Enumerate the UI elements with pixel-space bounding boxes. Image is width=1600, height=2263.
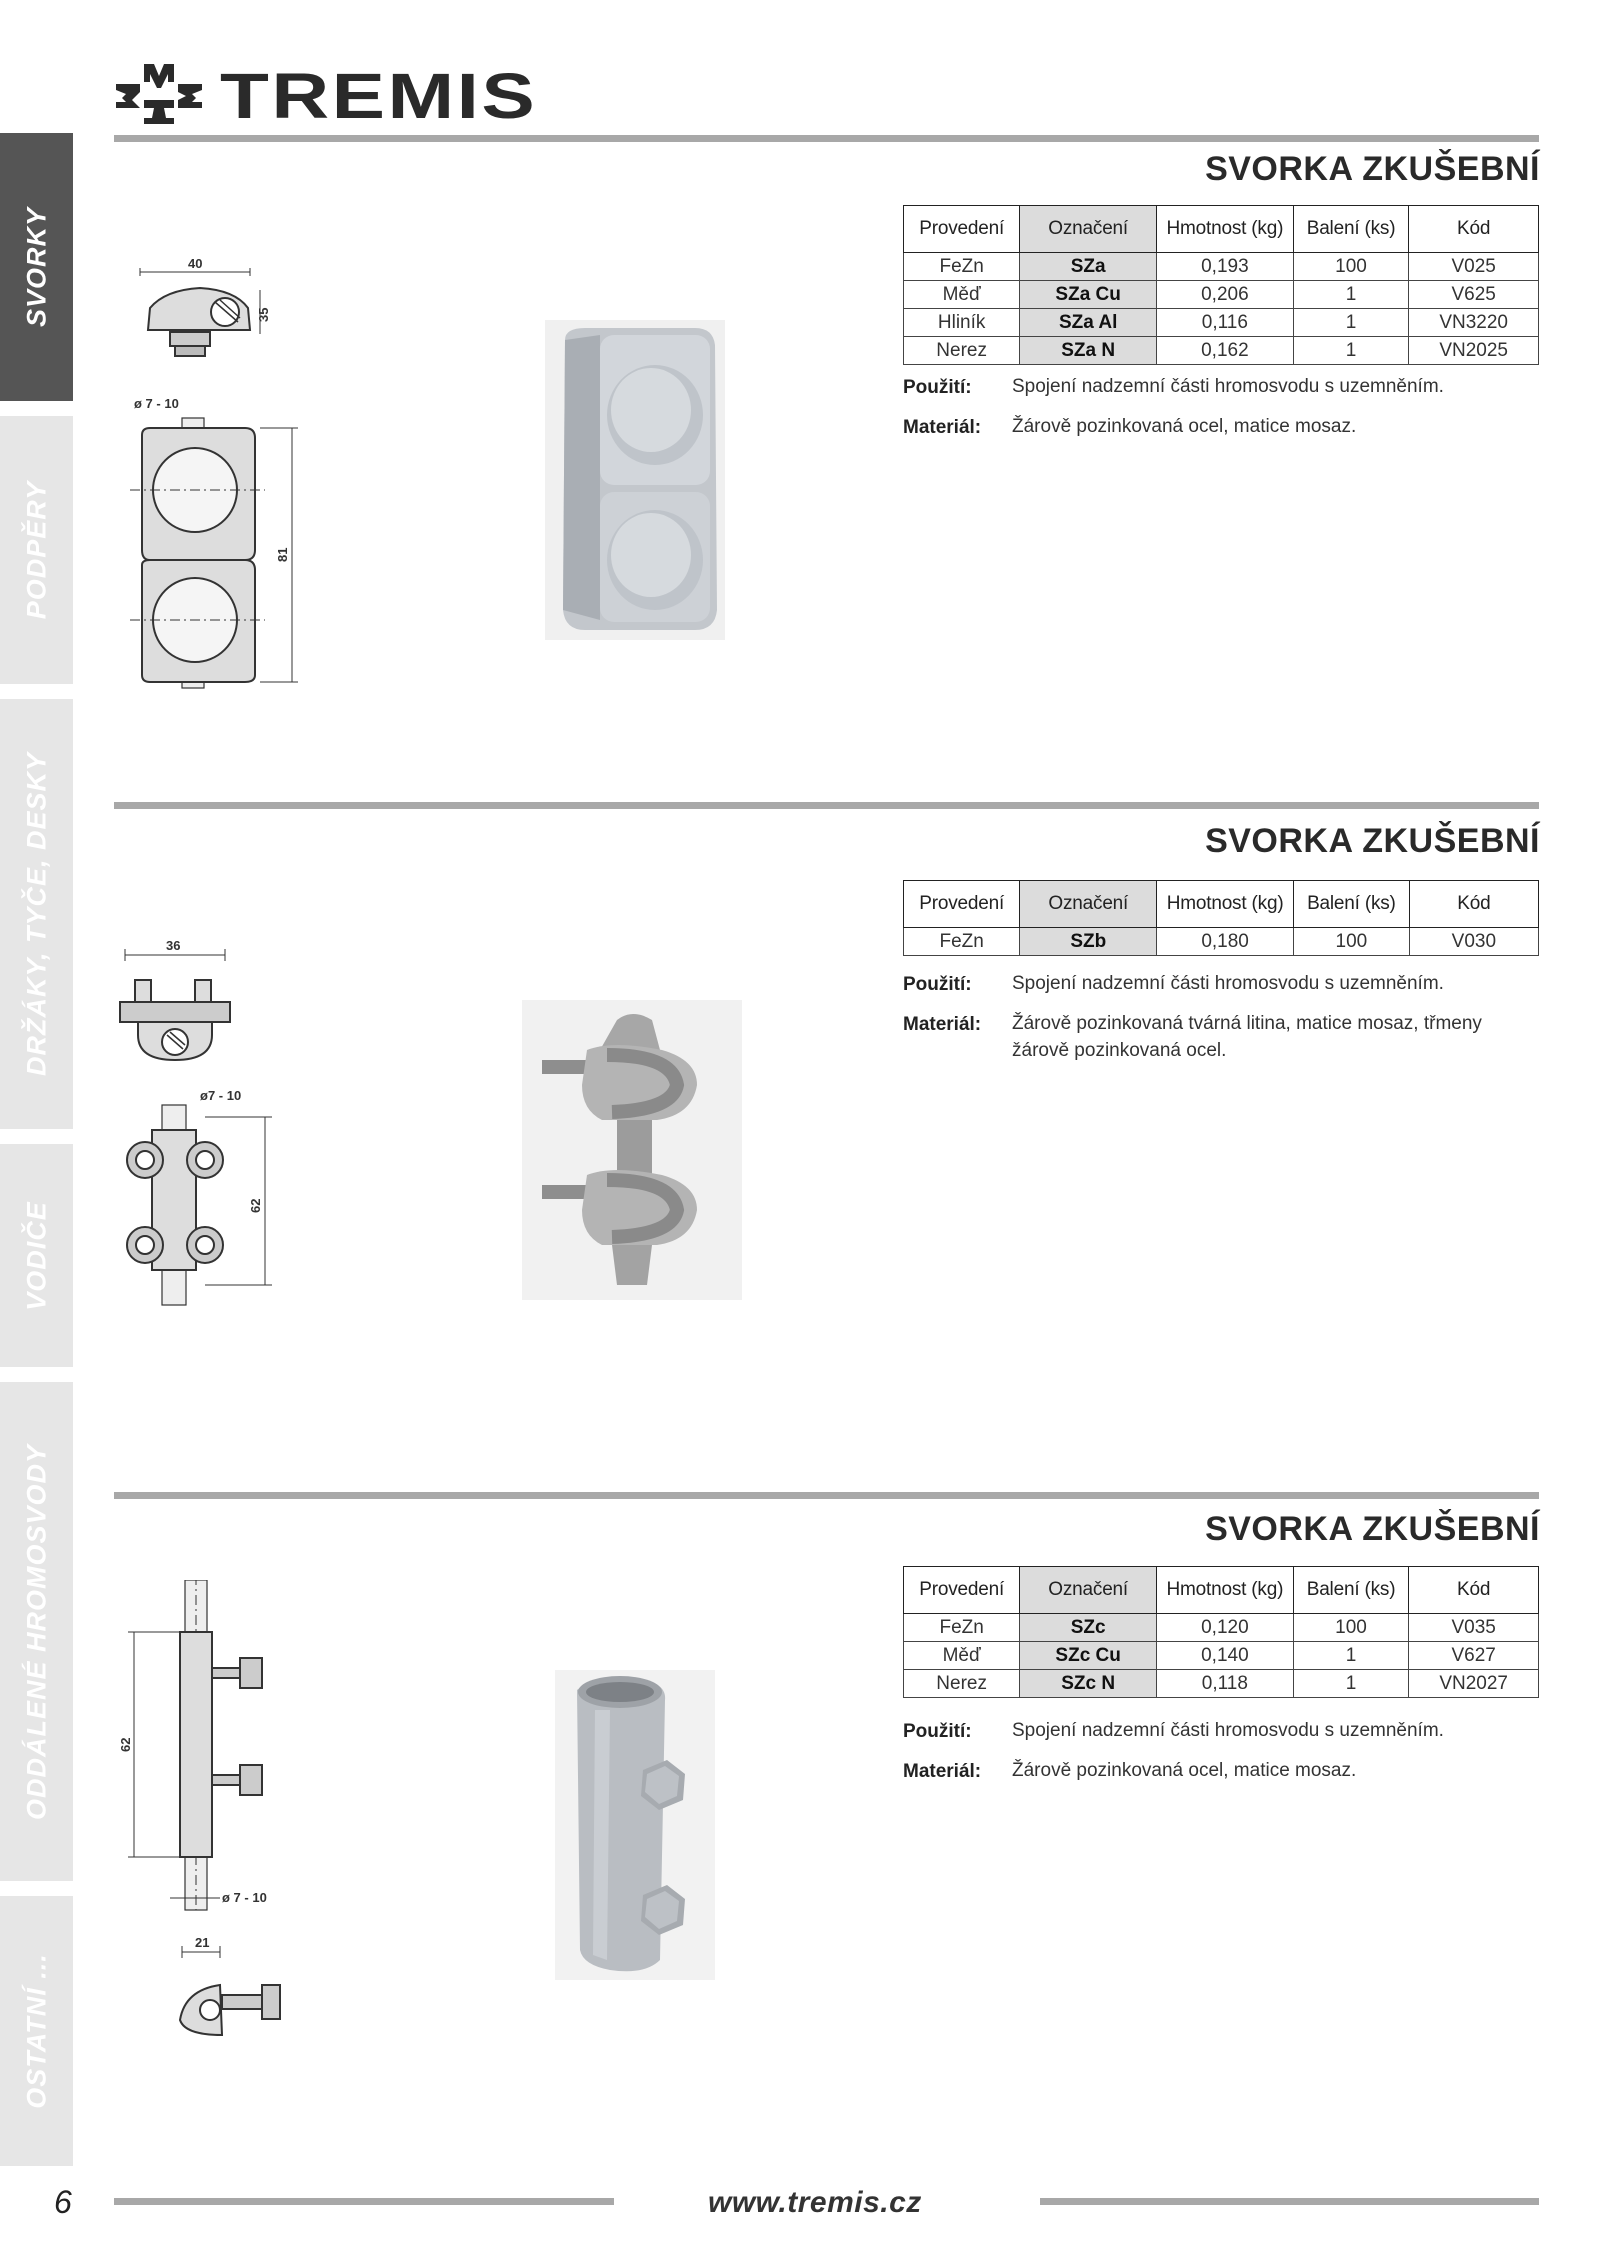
dimension-label: ø 7 - 10 xyxy=(222,1890,267,1905)
table-header-row xyxy=(904,881,1539,928)
table-cell: SZa Cu xyxy=(1020,281,1157,309)
column-header: Provedení xyxy=(904,1567,1020,1614)
column-header: Balení (ks) xyxy=(1293,206,1409,253)
use-label: Použití: xyxy=(903,377,972,398)
page-number: 6 xyxy=(54,2184,72,2220)
table-cell: 0,193 xyxy=(1157,253,1294,281)
dimension-label: 62 xyxy=(248,1198,263,1213)
column-header: Provedení xyxy=(904,206,1020,253)
side-tab-label: VODIČE xyxy=(21,1200,51,1311)
footer-rule-left xyxy=(114,2198,614,2205)
table-cell: Hliník xyxy=(904,309,1020,337)
spec-table xyxy=(903,1566,1539,1698)
side-tab-label: ODDÁLENÉ HROMOSVODY xyxy=(21,1443,51,1820)
table-cell: 100 xyxy=(1294,928,1410,956)
brand-logo[interactable] xyxy=(114,60,554,130)
use-label: Použití: xyxy=(903,974,972,995)
product-photo-szb xyxy=(522,1000,742,1300)
table-cell: SZc xyxy=(1020,1614,1157,1642)
column-header: Kód xyxy=(1409,206,1539,253)
technical-drawing-sza xyxy=(120,250,320,710)
table-cell: V025 xyxy=(1409,253,1539,281)
table-cell: VN2027 xyxy=(1409,1670,1539,1698)
footer-url[interactable]: www.tremis.cz xyxy=(708,2186,922,2219)
dimension-label: 81 xyxy=(275,547,290,562)
table-cell: Nerez xyxy=(904,1670,1020,1698)
table-cell: 1 xyxy=(1293,337,1409,365)
dimension-label: 40 xyxy=(188,256,203,271)
table-cell: 1 xyxy=(1293,1670,1409,1698)
use-text: Spojení nadzemní části hromosvodu s uzemněním. xyxy=(1012,973,1444,994)
table-row xyxy=(904,1642,1539,1670)
table-cell: 0,120 xyxy=(1157,1614,1294,1642)
table-cell: VN3220 xyxy=(1409,309,1539,337)
column-header: Označení xyxy=(1020,206,1157,253)
column-header: Hmotnost (kg) xyxy=(1157,881,1294,928)
table-cell: 100 xyxy=(1293,1614,1409,1642)
column-header: Označení xyxy=(1020,881,1157,928)
table-cell: Měď xyxy=(904,281,1020,309)
table-header-row xyxy=(904,1567,1539,1614)
dimension-label: ø 7 - 10 xyxy=(134,396,179,411)
column-header: Kód xyxy=(1409,881,1538,928)
column-header: Hmotnost (kg) xyxy=(1157,206,1294,253)
table-cell: SZa N xyxy=(1020,337,1157,365)
side-tab-label: OSTATNÍ ... xyxy=(21,1953,51,2109)
section-divider xyxy=(114,802,1539,809)
material-text: Žárově pozinkovaná tvárná litina, matice mosaz, třmeny žárově pozinkovaná ocel. xyxy=(1012,1013,1482,1061)
table-cell: FeZn xyxy=(904,253,1020,281)
side-tab-drzaky[interactable] xyxy=(0,699,73,1129)
brand-name: TREMIS xyxy=(220,60,538,132)
table-cell: V030 xyxy=(1409,928,1538,956)
table-row xyxy=(904,1670,1539,1698)
side-tab-oddalene[interactable] xyxy=(0,1382,73,1881)
table-cell: 0,116 xyxy=(1157,309,1294,337)
table-cell: 1 xyxy=(1293,281,1409,309)
side-tab-label: DRŽÁKY, TYČE, DESKY xyxy=(21,751,51,1077)
use-text: Spojení nadzemní části hromosvodu s uzemněním. xyxy=(1012,376,1444,397)
table-cell: SZc N xyxy=(1020,1670,1157,1698)
column-header: Hmotnost (kg) xyxy=(1157,1567,1294,1614)
table-row xyxy=(904,928,1539,956)
column-header: Balení (ks) xyxy=(1294,881,1410,928)
technical-drawing-szc xyxy=(110,1580,330,2080)
table-cell: V625 xyxy=(1409,281,1539,309)
top-divider xyxy=(114,135,1539,142)
dimension-label: 35 xyxy=(256,307,271,322)
product-photo-sza xyxy=(545,320,725,640)
table-cell: SZb xyxy=(1020,928,1157,956)
side-tab-vodice[interactable] xyxy=(0,1144,73,1367)
table-cell: Nerez xyxy=(904,337,1020,365)
spec-table xyxy=(903,205,1539,365)
table-row xyxy=(904,1614,1539,1642)
side-tab-ostatni[interactable] xyxy=(0,1896,73,2166)
table-cell: 100 xyxy=(1293,253,1409,281)
table-row xyxy=(904,281,1539,309)
column-header: Balení (ks) xyxy=(1293,1567,1409,1614)
column-header: Kód xyxy=(1409,1567,1539,1614)
table-cell: 0,206 xyxy=(1157,281,1294,309)
table-cell: V035 xyxy=(1409,1614,1539,1642)
material-label: Materiál: xyxy=(903,1761,982,1782)
table-cell: VN2025 xyxy=(1409,337,1539,365)
table-row xyxy=(904,309,1539,337)
product-photo-szc xyxy=(555,1670,715,1980)
use-text: Spojení nadzemní části hromosvodu s uzemněním. xyxy=(1012,1720,1444,1741)
column-header: Provedení xyxy=(904,881,1020,928)
dimension-label: ø7 - 10 xyxy=(200,1088,242,1103)
dimension-label: 21 xyxy=(195,1935,210,1950)
spec-table xyxy=(903,880,1539,956)
table-cell: SZc Cu xyxy=(1020,1642,1157,1670)
material-text: Žárově pozinkovaná ocel, matice mosaz. xyxy=(1012,416,1357,437)
table-row xyxy=(904,253,1539,281)
table-cell: 0,162 xyxy=(1157,337,1294,365)
table-cell: FeZn xyxy=(904,928,1020,956)
use-label: Použití: xyxy=(903,1721,972,1742)
table-row xyxy=(904,337,1539,365)
table-header-row xyxy=(904,206,1539,253)
table-cell: 1 xyxy=(1293,309,1409,337)
dimension-label: 36 xyxy=(166,938,181,953)
dimension-label: 62 xyxy=(118,1737,133,1752)
table-cell: Měď xyxy=(904,1642,1020,1670)
side-tab-svorky[interactable] xyxy=(0,133,73,401)
material-label: Materiál: xyxy=(903,417,982,438)
section-title: SVORKA ZKUŠEBNÍ xyxy=(1205,822,1540,860)
table-cell: SZa xyxy=(1020,253,1157,281)
table-cell: 0,118 xyxy=(1157,1670,1294,1698)
footer-rule-right xyxy=(1040,2198,1539,2205)
material-label: Materiál: xyxy=(903,1014,982,1035)
section-divider xyxy=(114,1492,1539,1499)
table-cell: 0,180 xyxy=(1157,928,1294,956)
tremis-logo-icon xyxy=(114,60,204,126)
table-cell: SZa Al xyxy=(1020,309,1157,337)
section-title: SVORKA ZKUŠEBNÍ xyxy=(1205,150,1540,188)
side-tab-podpery[interactable] xyxy=(0,416,73,684)
section-title: SVORKA ZKUŠEBNÍ xyxy=(1205,1510,1540,1548)
table-cell: V627 xyxy=(1409,1642,1539,1670)
table-cell: 0,140 xyxy=(1157,1642,1294,1670)
side-tab-label: SVORKY xyxy=(21,206,51,328)
column-header: Označení xyxy=(1020,1567,1157,1614)
table-cell: 1 xyxy=(1293,1642,1409,1670)
table-cell: FeZn xyxy=(904,1614,1020,1642)
side-tab-label: PODPĚRY xyxy=(21,480,51,620)
technical-drawing-szb xyxy=(110,935,290,1315)
material-text: Žárově pozinkovaná ocel, matice mosaz. xyxy=(1012,1760,1357,1781)
